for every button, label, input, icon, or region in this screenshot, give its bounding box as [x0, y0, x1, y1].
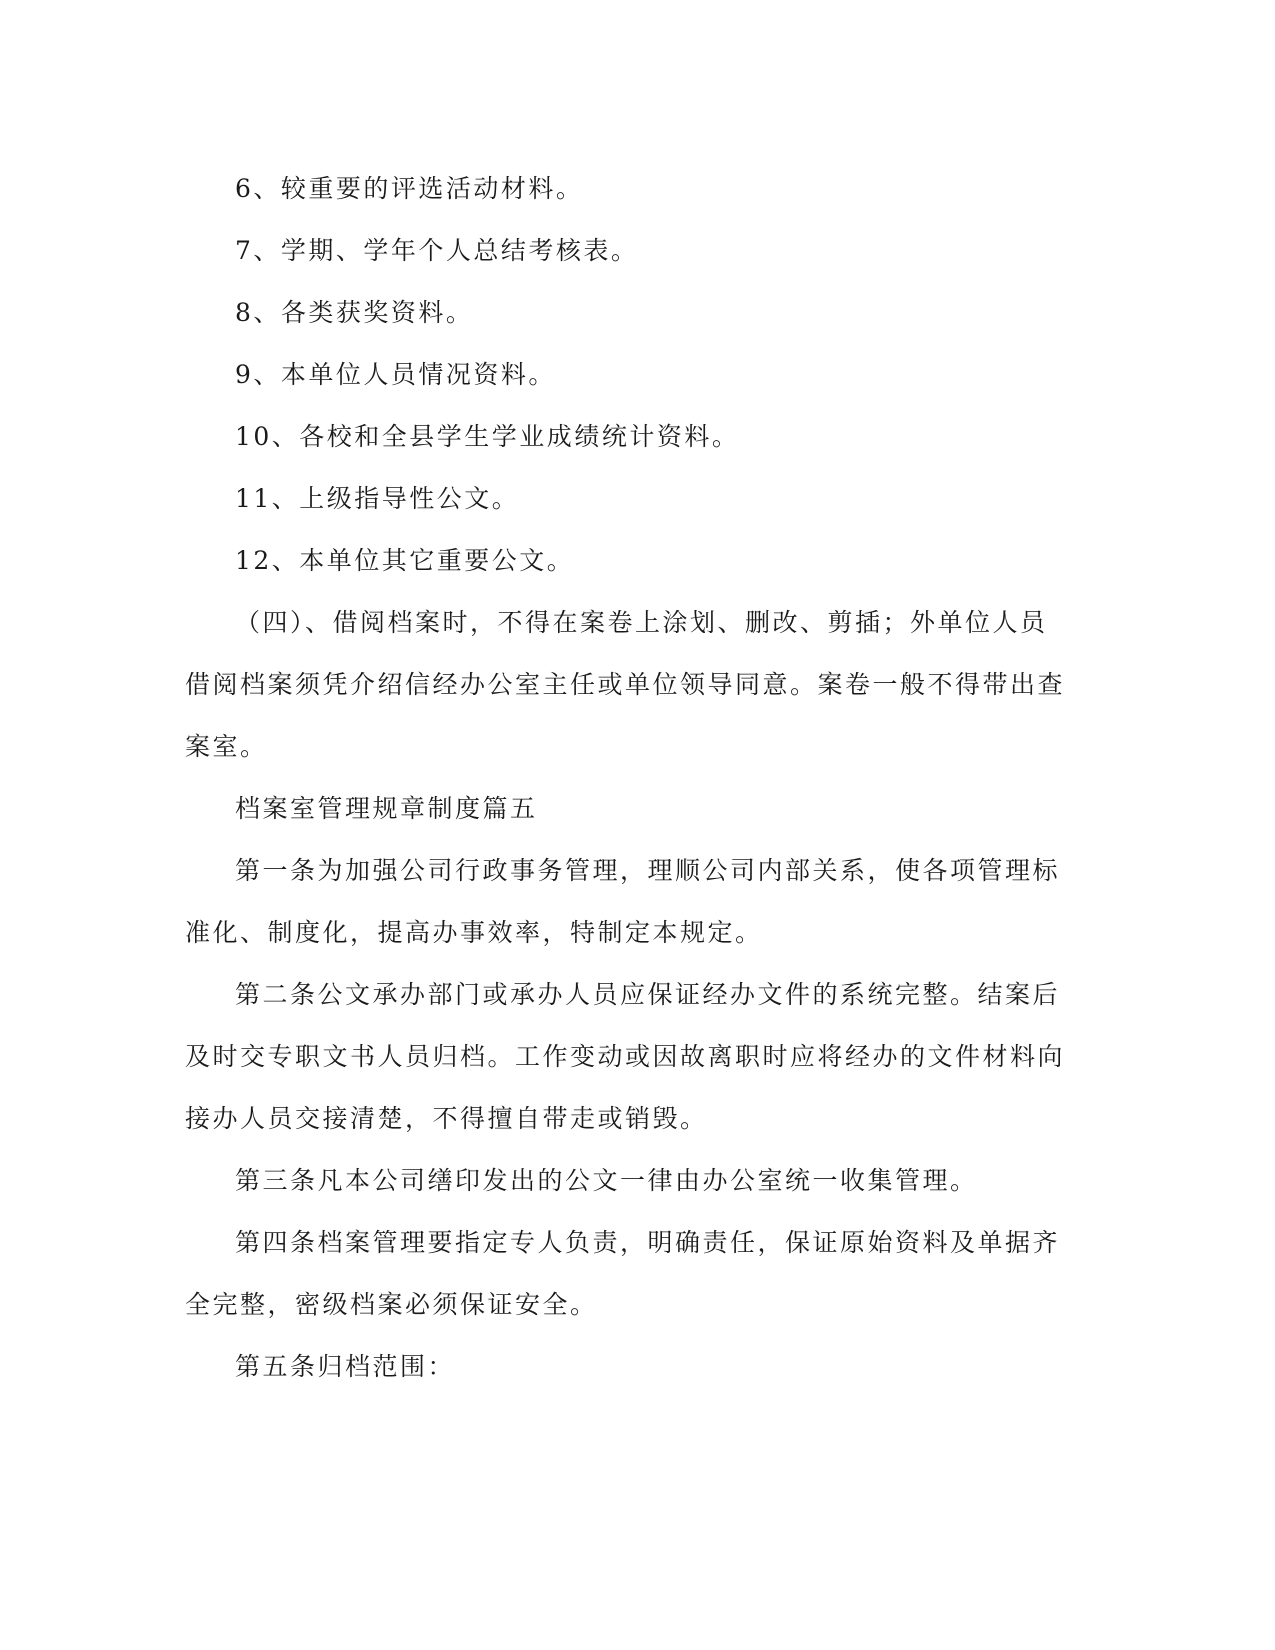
document-body: [185, 158, 1065, 1398]
list-item-10: 10、各校和全县学生学业成绩统计资料。: [235, 422, 740, 451]
list-item-9: 9、本单位人员情况资料。: [235, 360, 556, 389]
section-heading: 档案室管理规章制度篇五: [235, 794, 538, 823]
article-4: 第四条档案管理要指定专人负责，明确责任，保证原始资料及单据齐全完整，密级档案必须保证安全。: [185, 1228, 1061, 1319]
list-item-12: 12、本单位其它重要公文。: [235, 546, 575, 575]
article-1: 第一条为加强公司行政事务管理，理顺公司内部关系，使各项管理标准化、制度化，提高办事效率，特制定本规定。: [185, 856, 1061, 947]
paragraph-borrowing-rules: （四）、借阅档案时，不得在案卷上涂划、删改、剪插；外单位人员借阅档案须凭介绍信经办公室主任或单位领导同意。案卷一般不得带出查案室。: [185, 608, 1066, 761]
list-item-11: 11、上级指导性公文。: [235, 484, 520, 513]
article-2: 第二条公文承办部门或承办人员应保证经办文件的系统完整。结案后及时交专职文书人员归档。工作变动或因故离职时应将经办的文件材料向接办人员交接清楚，不得擅自带走或销毁。: [185, 980, 1066, 1133]
list-item-8: 8、各类获奖资料。: [235, 298, 474, 327]
list-item-6: 6、较重要的评选活动材料。: [235, 174, 584, 203]
article-3: 第三条凡本公司缮印发出的公文一律由办公室统一收集管理。: [235, 1166, 978, 1195]
list-item-7: 7、学期、学年个人总结考核表。: [235, 236, 639, 265]
article-5: 第五条归档范围：: [235, 1352, 456, 1381]
